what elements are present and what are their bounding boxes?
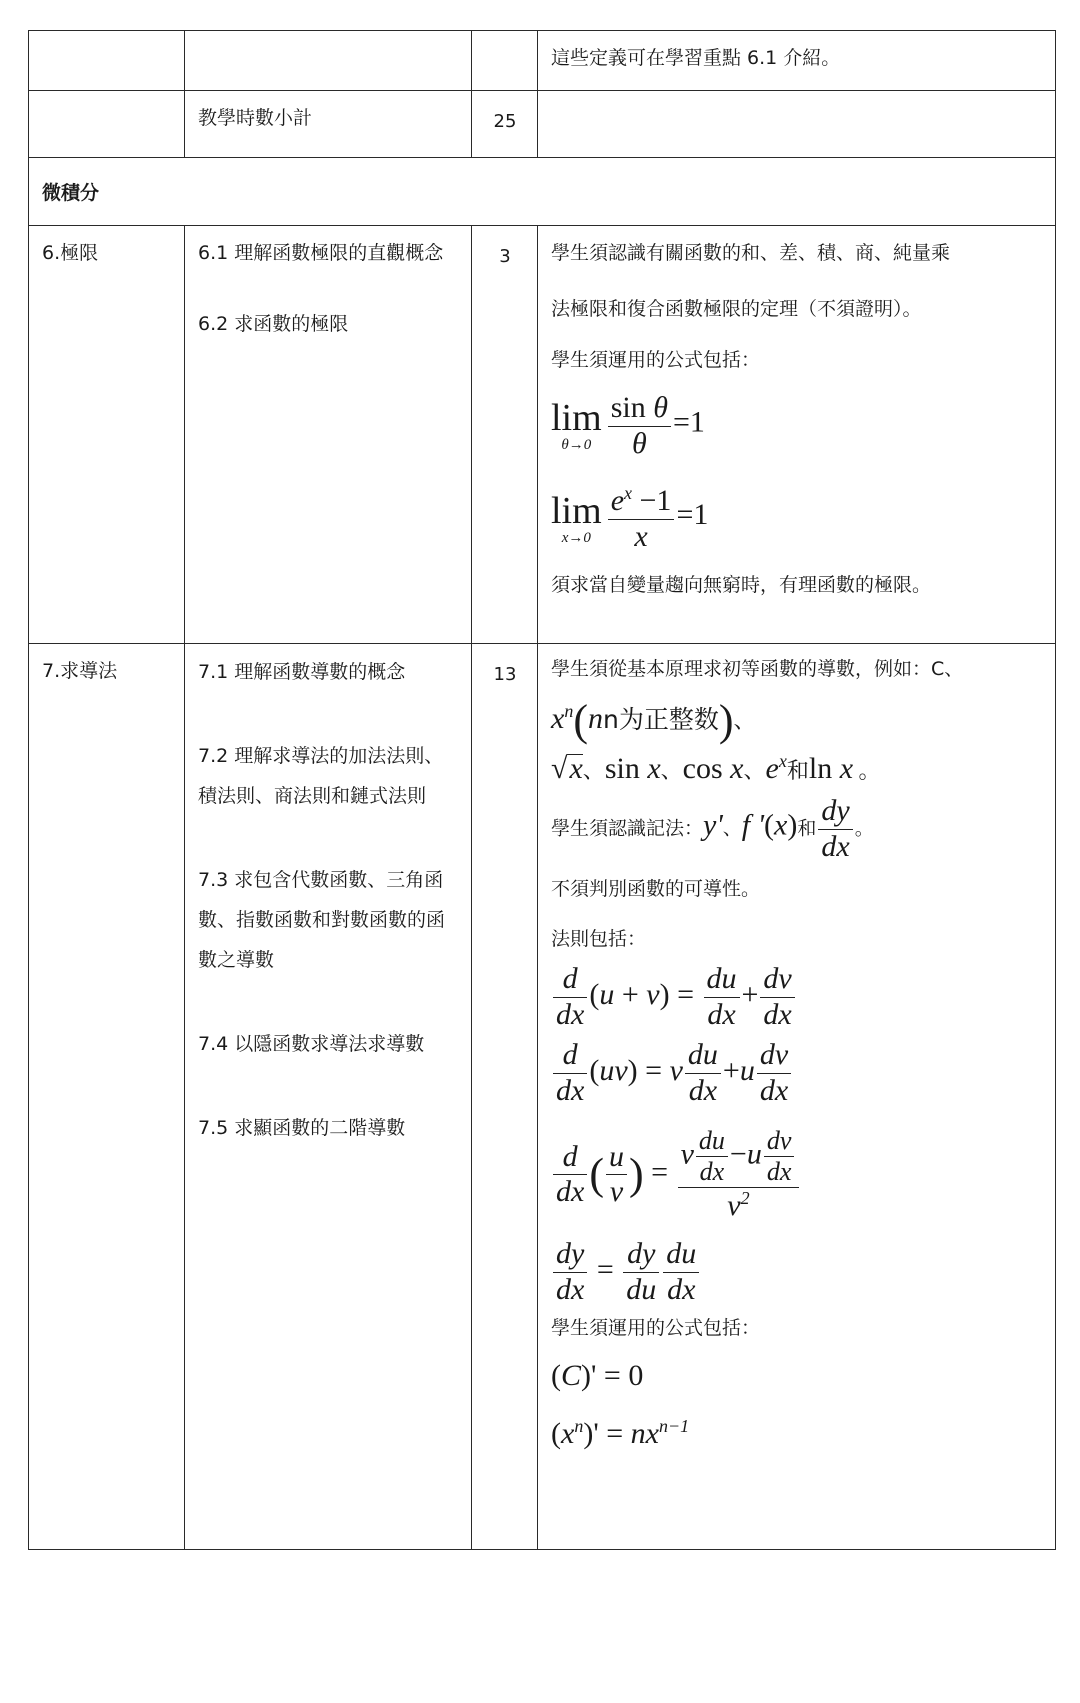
note-text: 須求當自變量趨向無窮時，有理函數的極限。 xyxy=(551,574,932,596)
formula-constant-derivative: (C)' = 0 xyxy=(551,1359,644,1393)
formula-power-derivative: $(x^n)' = nx^{n-1}$ xyxy=(551,1416,690,1451)
subtotal-hours: 25 xyxy=(493,111,517,132)
table-row xyxy=(29,644,1056,1550)
curriculum-table xyxy=(28,30,1056,1550)
formula-chain-rule: $\frac{dy}{dx}$ = $\frac{dy}{du}$ $\frac{du}{dx}$ xyxy=(551,1237,1043,1307)
objectives-cell xyxy=(185,644,471,1158)
topic-cell: 6.極限 xyxy=(42,242,99,264)
note-text: 學生須運用的公式包括： xyxy=(551,1317,761,1340)
formula-elementary-functions: √x、sin x、cos x、$e^x$和ln x 。 xyxy=(551,751,881,786)
note-text: 學生須從基本原理求初等函數的導數，例如：C、 xyxy=(551,658,964,680)
subtotal-label: 教學時數小計 xyxy=(198,107,313,129)
note-text: 學生須運用的公式包括： xyxy=(551,349,761,371)
formula-xn: $x^n(nn$为正整数)、 xyxy=(551,696,756,746)
note-text: 學生須認識記法： xyxy=(551,817,704,840)
objective-item: 7.2 理解求導法的加法法則、 xyxy=(198,745,444,767)
formula-sin-limit: lim θ→0 $\frac{\text{sin θ}}{\theta}$ =1 xyxy=(551,391,705,460)
objective-item: 6.1 理解函數極限的直觀概念 xyxy=(198,242,444,264)
objective-item: 數、指數函數和對數函數的函 xyxy=(198,909,446,931)
note-text: 法則包括： xyxy=(551,928,647,951)
objective-item: 數之導數 xyxy=(198,949,275,971)
table-row xyxy=(29,226,1056,644)
hours-cell: 3 xyxy=(499,246,511,267)
note-text: 學生須認識有關函數的和、差、積、商、純量乘 xyxy=(551,242,951,264)
hours-cell: 13 xyxy=(493,664,517,685)
notes-cell xyxy=(538,644,1055,1463)
formula-product-rule: $\frac{d}{dx}$ (uv) = v $\frac{du}{dx}$ +u $\frac{dv}{dx}$ xyxy=(551,1038,1043,1108)
objective-item: 積法則、商法則和鏈式法則 xyxy=(198,785,427,807)
objective-item: 6.2 求函數的極限 xyxy=(198,313,349,335)
formula-exp-limit: lim x→0 $\frac{e^x -1}{x}$ =1 xyxy=(551,483,709,553)
objective-item: 7.1 理解函數導數的概念 xyxy=(198,661,406,683)
table-row xyxy=(29,31,1056,91)
notation-line: 學生須認識記法：y'、f '(x)和 $\frac{dy}{dx}$ 。 xyxy=(551,794,874,863)
formula-quotient-rule: $\frac{d}{dx}$ ( $\frac{u}{v}$ ) = v $\frac{du}{dx}$ −u $\frac{dv}{dx}$ $v^2$ xyxy=(551,1126,1043,1223)
topic-cell: 7.求導法 xyxy=(42,660,118,682)
note-text: 法極限和復合函數極限的定理（不須證明）。 xyxy=(551,298,922,320)
notes-cell xyxy=(538,226,1055,608)
table-row xyxy=(29,91,1056,158)
notes-cell: 這些定義可在學習重點 6.1 介紹。 xyxy=(551,47,841,69)
note-text: 不須判別函數的可導性。 xyxy=(551,878,761,901)
objective-item: 7.3 求包含代數函數、三角函 xyxy=(198,869,444,891)
formula-sum-rule: $\frac{d}{dx}$ (u + v) = $\frac{du}{dx}$ + $\frac{dv}{dx}$ xyxy=(551,962,1043,1032)
objectives-cell xyxy=(185,226,471,347)
section-row xyxy=(29,158,1056,226)
section-title: 微積分 xyxy=(42,182,100,204)
objective-item: 7.4 以隱函數求導法求導數 xyxy=(198,1033,425,1055)
objective-item: 7.5 求顯函數的二階導數 xyxy=(198,1117,406,1139)
